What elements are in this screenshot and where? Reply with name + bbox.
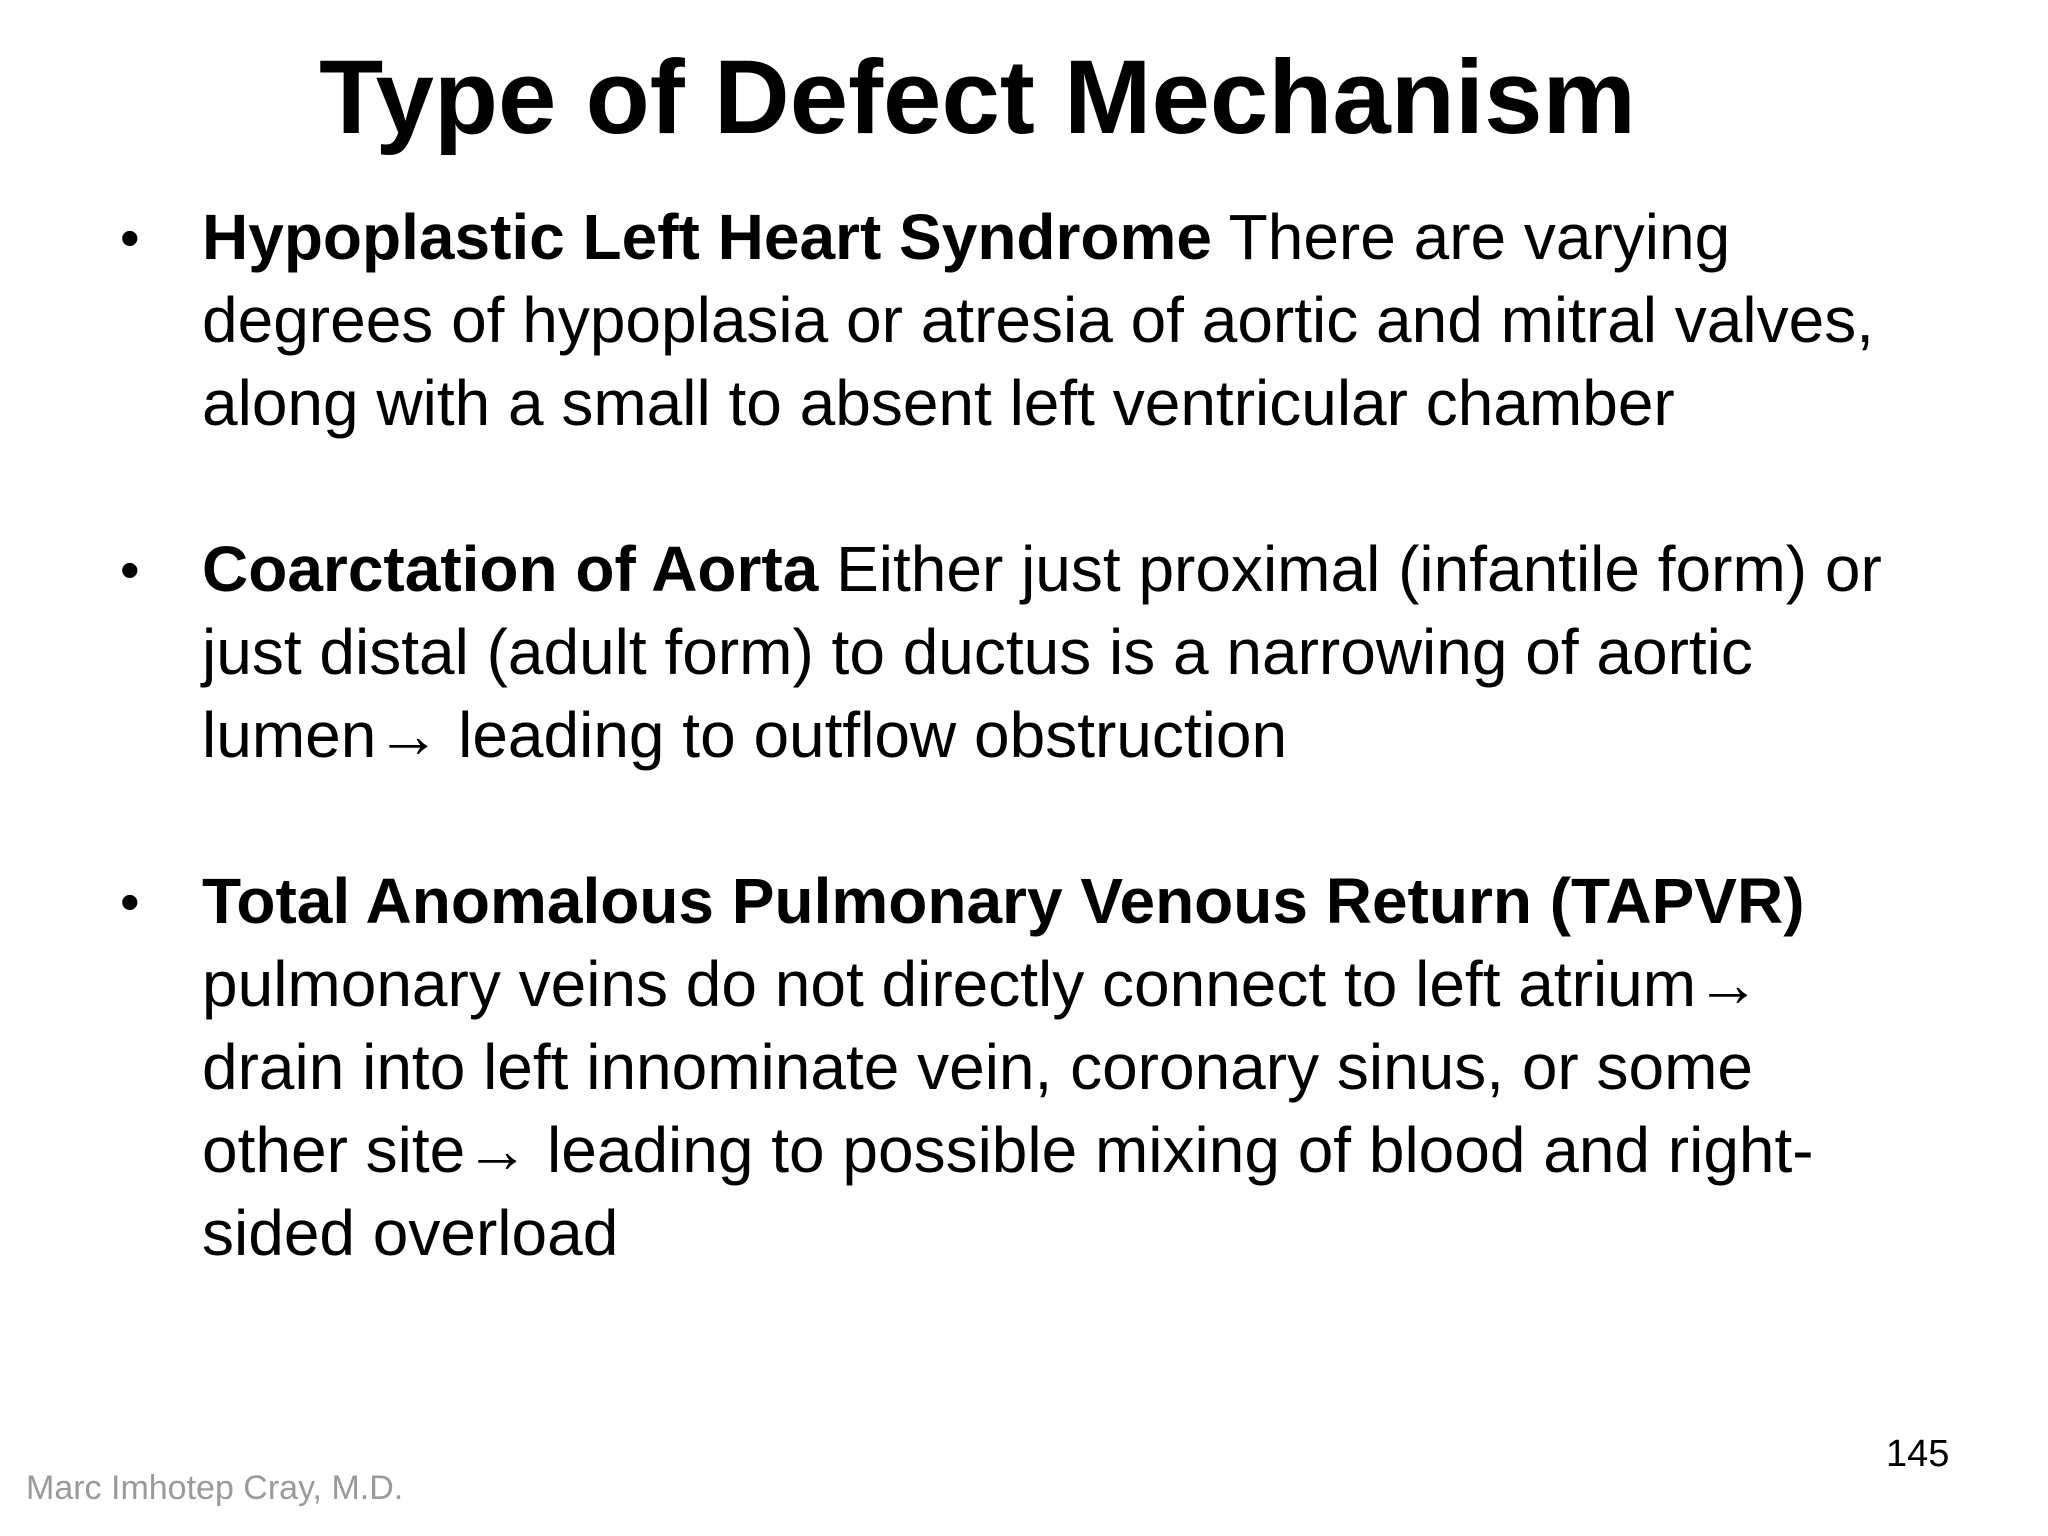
slide-title: Type of Defect Mechanism [319, 39, 1636, 156]
bullet-list [120, 196, 1900, 1275]
bullet-dot-icon: • [120, 206, 140, 269]
bullet-item-hlhs [120, 196, 1900, 445]
bullet-heading: Coarctation of Aorta [202, 533, 819, 605]
page-number: 145 [1886, 1433, 1950, 1475]
bullet-dot-icon: • [120, 538, 140, 601]
bullet-text: pulmonary veins do not directly connect to left atrium→ drain into left innominate vein, coronary sinus, or some other site→ leading to possible mixing of blood and right-sided overload [202, 948, 1814, 1269]
bullet-dot-icon: • [120, 870, 140, 933]
bullet-item-coarctation [120, 528, 1900, 777]
bullet-item-tapvr [120, 860, 1900, 1275]
bullet-heading: Hypoplastic Left Heart Syndrome [202, 201, 1212, 273]
author-credit: Marc Imhotep Cray, M.D. [26, 1469, 404, 1507]
bullet-text: There are varying degrees of hypoplasia or atresia of aortic and mitral valves, along with a small to absent left ventricular chamber [202, 201, 1874, 439]
bullet-heading: Total Anomalous Pulmonary Venous Return (TAPVR) [202, 865, 1805, 937]
bullet-text: Either just proximal (infantile form) or just distal (adult form) to ductus is a narrowing of aortic lumen→ leading to outflow obstruction [202, 533, 1882, 771]
